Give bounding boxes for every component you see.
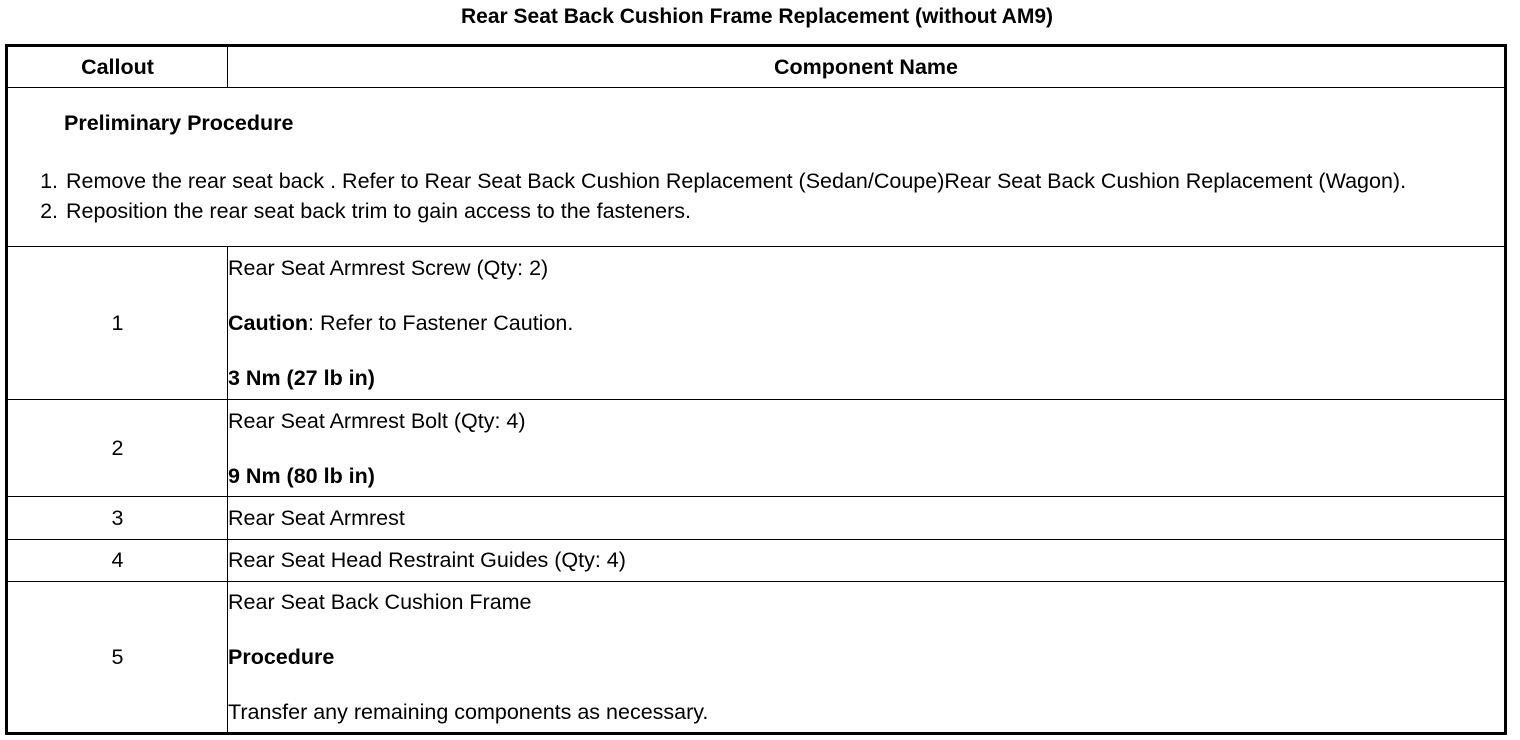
callout-number: 4: [7, 540, 228, 582]
component-name: Rear Seat Armrest Bolt (Qty: 4): [228, 408, 526, 433]
component-name: Rear Seat Head Restraint Guides (Qty: 4): [228, 540, 1506, 582]
callout-number: 1: [7, 247, 228, 400]
preliminary-row: [7, 88, 1506, 247]
caution-text: : Refer to Fastener Caution.: [308, 311, 574, 335]
procedure-label: Procedure: [228, 645, 335, 669]
table-row: [7, 497, 1506, 540]
preliminary-step-1: 1. Remove the rear seat back . Refer to Rear Seat Back Cushion Replacement (Sedan/Coupe)Rear Seat Back Cushion Replacement (Wagon).: [64, 166, 1504, 196]
preliminary-cell: [7, 88, 1506, 247]
component-name: Rear Seat Armrest: [228, 497, 1506, 540]
callout-number: 5: [7, 582, 228, 734]
table-row: [7, 247, 1506, 400]
component-cell: [228, 247, 1506, 400]
table-row: [7, 400, 1506, 497]
preliminary-step-2: 2. Reposition the rear seat back trim to gain access to the fasteners.: [64, 196, 1504, 226]
callout-table: [5, 44, 1507, 735]
torque-spec: 3 Nm (27 lb in): [228, 366, 375, 390]
page-title: Rear Seat Back Cushion Frame Replacement (without AM9): [460, 5, 1054, 28]
caution-label: Caution: [228, 311, 309, 335]
callout-number: 3: [7, 497, 228, 540]
preliminary-heading: Preliminary Procedure: [64, 111, 294, 135]
callout-number: 2: [7, 400, 228, 497]
table-row: [7, 582, 1506, 734]
preliminary-steps: [8, 166, 1504, 226]
torque-spec: 9 Nm (80 lb in): [228, 463, 375, 488]
header-component-name: Component Name: [228, 46, 1506, 88]
component-name: Rear Seat Back Cushion Frame: [228, 590, 532, 614]
table-row: [7, 540, 1506, 582]
caution-note: [228, 310, 1504, 336]
header-callout: Callout: [7, 46, 228, 88]
component-cell: [228, 400, 1506, 497]
header-row: [7, 46, 1506, 88]
procedure-text: Transfer any remaining components as necessary.: [228, 700, 709, 724]
component-cell: [228, 582, 1506, 734]
component-name: Rear Seat Armrest Screw (Qty: 2): [228, 256, 549, 280]
